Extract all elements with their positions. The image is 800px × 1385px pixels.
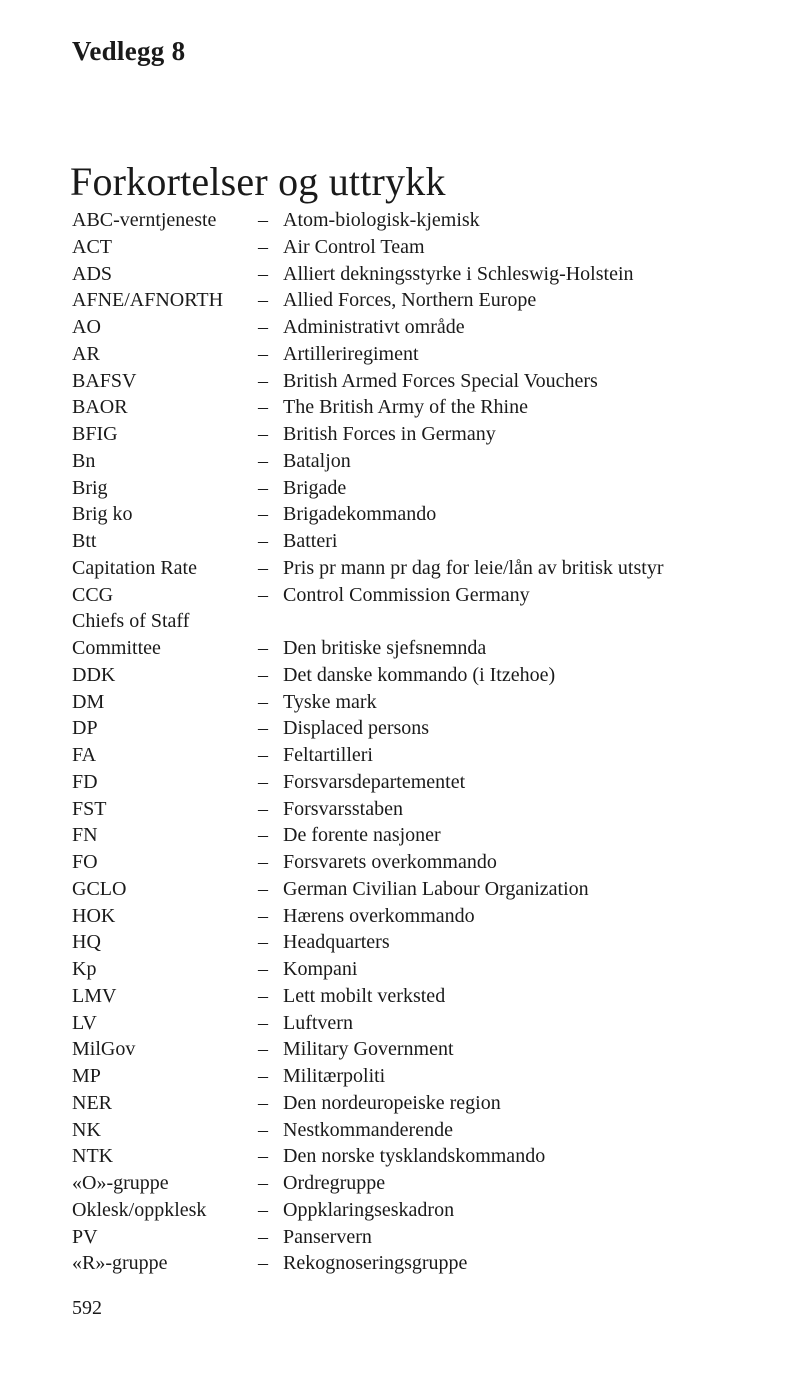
definition: Forsvarets overkommando xyxy=(283,851,497,873)
abbreviation: HOK xyxy=(72,904,116,927)
list-item xyxy=(72,956,772,983)
list-item xyxy=(72,555,772,582)
separator-dash: – xyxy=(258,637,268,659)
definition: Pris pr mann pr dag for leie/lån av britisk utstyr xyxy=(283,556,664,579)
separator-dash: – xyxy=(258,209,268,231)
separator-dash: – xyxy=(258,1091,268,1114)
list-item xyxy=(72,608,772,662)
abbreviation: MP xyxy=(72,1065,101,1087)
list-item xyxy=(72,314,772,341)
definition: Tyske mark xyxy=(283,690,377,713)
definition: Den nordeuropeiske region xyxy=(283,1091,501,1114)
abbreviation: DM xyxy=(72,690,105,713)
abbreviation: AR xyxy=(72,342,100,365)
definition: Allied Forces, Northern Europe xyxy=(283,289,537,312)
list-item xyxy=(72,929,772,956)
definition: The British Army of the Rhine xyxy=(283,396,528,419)
list-item xyxy=(72,582,772,609)
abbreviation: PV xyxy=(72,1225,98,1248)
page-title: Forkortelser og uttrykk xyxy=(70,159,446,204)
list-item xyxy=(72,394,772,421)
definition: German Civilian Labour Organization xyxy=(283,877,589,900)
separator-dash: – xyxy=(258,423,268,445)
list-item xyxy=(72,1197,772,1224)
separator-dash: – xyxy=(258,1011,268,1034)
list-item xyxy=(72,1117,772,1144)
separator-dash: – xyxy=(258,235,268,258)
separator-dash: – xyxy=(258,931,268,954)
definition: Artilleriregiment xyxy=(283,342,419,365)
separator-dash: – xyxy=(258,663,268,686)
abbreviation: FA xyxy=(72,744,97,766)
separator-dash: – xyxy=(258,1198,268,1221)
definition: Luftvern xyxy=(283,1011,353,1034)
separator-dash: – xyxy=(258,316,268,338)
definition: Air Control Team xyxy=(283,235,425,258)
definition: Den norske tysklandskommando xyxy=(283,1145,546,1168)
separator-dash: – xyxy=(258,1172,268,1194)
definition: Den britiske sjefsnemnda xyxy=(283,637,487,659)
list-item xyxy=(72,715,772,742)
abbreviation: FO xyxy=(72,851,98,873)
list-item xyxy=(72,1036,772,1063)
definition: Panservern xyxy=(283,1225,372,1248)
separator-dash: – xyxy=(258,369,268,392)
page-number: 592 xyxy=(72,1297,102,1319)
definition: Administrativt område xyxy=(283,316,465,338)
abbreviation: CCG xyxy=(72,583,114,606)
separator-dash: – xyxy=(258,770,268,793)
list-item xyxy=(72,234,772,261)
abbreviation: FN xyxy=(72,824,98,847)
list-item xyxy=(72,368,772,395)
list-item xyxy=(72,1063,772,1090)
definition: Atom-biologisk-kjemisk xyxy=(283,209,480,231)
separator-dash: – xyxy=(258,556,268,579)
definition: Rekognoseringsgruppe xyxy=(283,1252,468,1275)
abbreviation: Brig ko xyxy=(72,503,133,526)
list-item xyxy=(72,207,772,234)
definition: Lett mobilt verksted xyxy=(283,984,446,1007)
abbreviation: ABC-verntjeneste xyxy=(72,209,217,231)
list-item xyxy=(72,1090,772,1117)
definition: British Armed Forces Special Vouchers xyxy=(283,369,598,392)
abbreviation: «R»-gruppe xyxy=(72,1252,168,1275)
list-item xyxy=(72,662,772,689)
definition: Forsvarsstaben xyxy=(283,797,403,820)
appendix-heading: Vedlegg 8 xyxy=(72,36,186,66)
abbreviation-list xyxy=(72,207,772,1277)
separator-dash: – xyxy=(258,877,268,900)
abbreviation: BAFSV xyxy=(72,369,137,392)
separator-dash: – xyxy=(258,1252,268,1275)
abbreviation: BFIG xyxy=(72,423,118,445)
separator-dash: – xyxy=(258,717,268,740)
separator-dash: – xyxy=(258,1118,268,1141)
separator-dash: – xyxy=(258,583,268,606)
definition: De forente nasjoner xyxy=(283,824,441,847)
list-item xyxy=(72,983,772,1010)
definition: Control Commission Germany xyxy=(283,583,530,606)
abbreviation: FD xyxy=(72,770,98,793)
definition: Military Government xyxy=(283,1038,454,1061)
separator-dash: – xyxy=(258,1065,268,1087)
separator-dash: – xyxy=(258,503,268,526)
abbreviation: DP xyxy=(72,717,98,740)
list-item xyxy=(72,528,772,555)
list-item xyxy=(72,742,772,769)
definition: Oppklaringseskadron xyxy=(283,1198,455,1221)
definition: Batteri xyxy=(283,530,338,552)
abbreviation: BAOR xyxy=(72,396,128,419)
definition: Headquarters xyxy=(283,931,390,954)
abbreviation: Oklesk/oppklesk xyxy=(72,1198,207,1221)
definition: Alliert dekningsstyrke i Schleswig-Holstein xyxy=(283,262,634,285)
definition: Hærens overkommando xyxy=(283,904,475,927)
separator-dash: – xyxy=(258,1225,268,1248)
separator-dash: – xyxy=(258,262,268,285)
abbreviation: NER xyxy=(72,1091,112,1114)
definition: Bataljon xyxy=(283,449,351,472)
definition: Brigadekommando xyxy=(283,503,437,526)
abbreviation: GCLO xyxy=(72,877,127,900)
abbreviation: Kp xyxy=(72,958,97,980)
list-item xyxy=(72,876,772,903)
abbreviation: Brig xyxy=(72,476,108,499)
definition: Det danske kommando (i Itzehoe) xyxy=(283,663,556,686)
separator-dash: – xyxy=(258,396,268,419)
list-item xyxy=(72,1250,772,1277)
abbreviation: LV xyxy=(72,1011,97,1034)
abbreviation: «O»-gruppe xyxy=(72,1172,169,1194)
abbreviation: Btt xyxy=(72,530,97,552)
abbreviation: AO xyxy=(72,316,101,338)
separator-dash: – xyxy=(258,851,268,873)
separator-dash: – xyxy=(258,984,268,1007)
list-item xyxy=(72,796,772,823)
abbreviation: MilGov xyxy=(72,1038,136,1061)
separator-dash: – xyxy=(258,958,268,980)
definition: British Forces in Germany xyxy=(283,423,496,445)
list-item xyxy=(72,1224,772,1251)
list-item xyxy=(72,1170,772,1197)
list-item xyxy=(72,475,772,502)
abbreviation: ACT xyxy=(72,235,112,258)
separator-dash: – xyxy=(258,824,268,847)
separator-dash: – xyxy=(258,476,268,499)
definition: Forsvarsdepartementet xyxy=(283,770,466,793)
list-item xyxy=(72,501,772,528)
list-item xyxy=(72,421,772,448)
definition: Kompani xyxy=(283,958,358,980)
separator-dash: – xyxy=(258,342,268,365)
abbreviation: Chiefs of Staff Committee xyxy=(72,610,190,659)
abbreviation: ADS xyxy=(72,262,113,285)
abbreviation: Capitation Rate xyxy=(72,556,197,579)
definition: Militærpoliti xyxy=(283,1065,386,1087)
list-item xyxy=(72,903,772,930)
abbreviation: NTK xyxy=(72,1145,114,1168)
list-item xyxy=(72,261,772,288)
list-item xyxy=(72,689,772,716)
list-item xyxy=(72,849,772,876)
list-item xyxy=(72,287,772,314)
separator-dash: – xyxy=(258,797,268,820)
separator-dash: – xyxy=(258,289,268,312)
abbreviation: NK xyxy=(72,1118,101,1141)
definition: Brigade xyxy=(283,476,347,499)
abbreviation: LMV xyxy=(72,984,117,1007)
abbreviation: FST xyxy=(72,797,107,820)
abbreviation: Bn xyxy=(72,449,96,472)
separator-dash: – xyxy=(258,1145,268,1168)
list-item xyxy=(72,769,772,796)
list-item xyxy=(72,822,772,849)
definition: Ordregruppe xyxy=(283,1172,386,1194)
definition: Displaced persons xyxy=(283,717,430,740)
separator-dash: – xyxy=(258,449,268,472)
abbreviation: DDK xyxy=(72,663,116,686)
list-item xyxy=(72,1010,772,1037)
separator-dash: – xyxy=(258,690,268,713)
list-item xyxy=(72,341,772,368)
separator-dash: – xyxy=(258,530,268,552)
definition: Nestkommanderende xyxy=(283,1118,453,1141)
abbreviation: HQ xyxy=(72,931,101,954)
separator-dash: – xyxy=(258,744,268,766)
list-item xyxy=(72,448,772,475)
abbreviation: AFNE/AFNORTH xyxy=(72,289,224,312)
list-item xyxy=(72,1143,772,1170)
definition: Feltartilleri xyxy=(283,744,373,766)
separator-dash: – xyxy=(258,904,268,927)
separator-dash: – xyxy=(258,1038,268,1061)
